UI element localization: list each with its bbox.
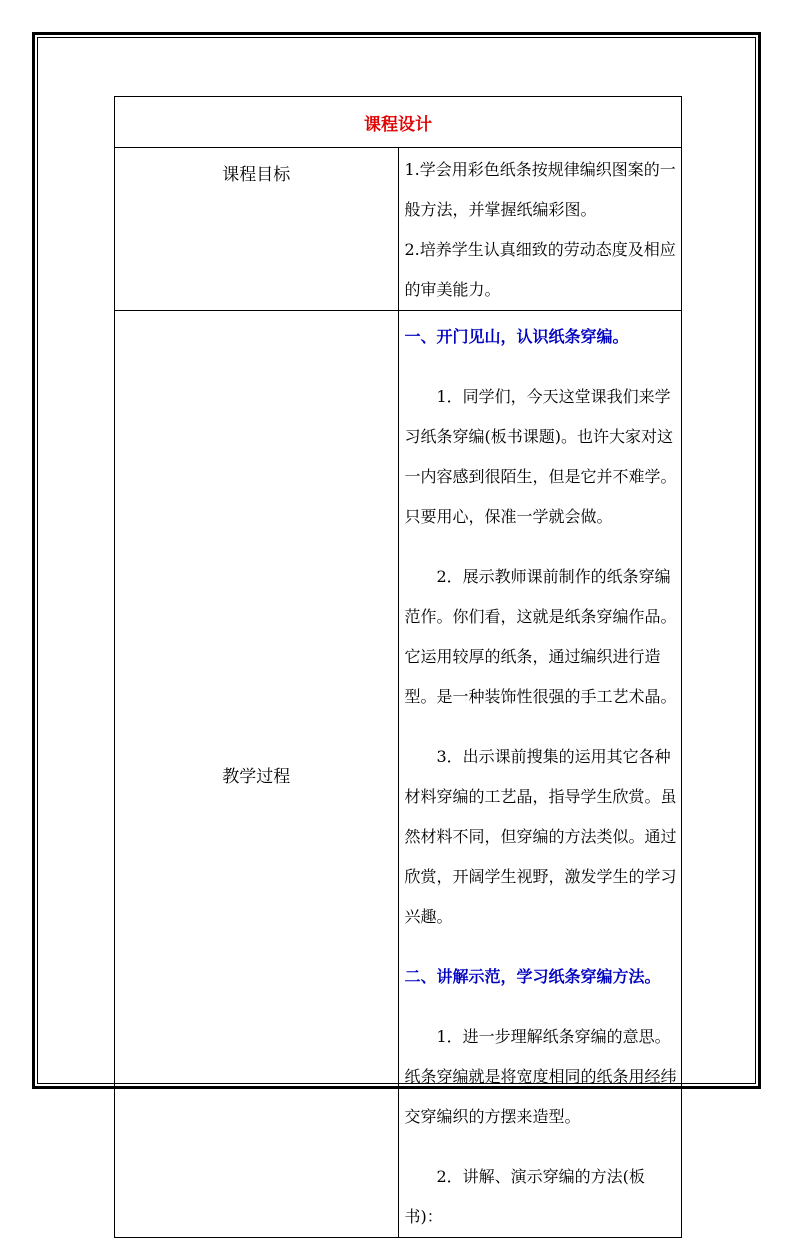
section-1-paragraph-2: 2．展示教师课前制作的纸条穿编范作。你们看，这就是纸条穿编作品。它运用较厚的纸条，通过编织进行造型。是一种装饰性很强的手工艺术晶。 [404, 567, 677, 706]
process-label: 教学过程 [115, 311, 399, 1238]
section-1-heading: 一、开门见山，认识纸条穿编。 [404, 327, 629, 346]
section-2-paragraph-1: 1．进一步理解纸条穿编的意思。纸条穿编就是将宽度相同的纸条用经纬交穿编织的方摆来造型。 [404, 1027, 677, 1126]
spacer [405, 1137, 678, 1157]
spacer [405, 997, 678, 1017]
goal-row [115, 148, 682, 311]
section-1-paragraph-1: 1．同学们，今天这堂课我们来学习纸条穿编(板书课题)。也许大家对这一内容感到很陌生，但是它并不难学。只要用心，保准一学就会做。 [404, 387, 677, 526]
table-title: 课程设计 [364, 114, 432, 135]
lesson-design-table [114, 96, 682, 1238]
spacer [405, 717, 678, 737]
goal-content [398, 148, 682, 311]
title-row [115, 97, 682, 148]
spacer [405, 537, 678, 557]
goal-label: 课程目标 [115, 148, 399, 311]
section-2-heading: 二、讲解示范，学习纸条穿编方法。 [404, 967, 661, 986]
goal-item-1: 1.学会用彩色纸条按规律编织图案的一般方法，并掌握纸编彩图。 [404, 160, 676, 219]
title-cell [115, 97, 682, 148]
spacer [405, 937, 678, 957]
process-row [115, 311, 682, 1238]
spacer [405, 357, 678, 377]
section-1-paragraph-3: 3．出示课前搜集的运用其它各种材料穿编的工艺晶，指导学生欣赏。虽然材料不同，但穿编的方法类似。通过欣赏，开阔学生视野，激发学生的学习兴趣。 [404, 747, 677, 926]
section-2-paragraph-2: 2．讲解、演示穿编的方法(板书)： [404, 1167, 645, 1226]
process-content [398, 311, 682, 1238]
goal-item-2: 2.培养学生认真细致的劳动态度及相应的审美能力。 [404, 240, 676, 299]
